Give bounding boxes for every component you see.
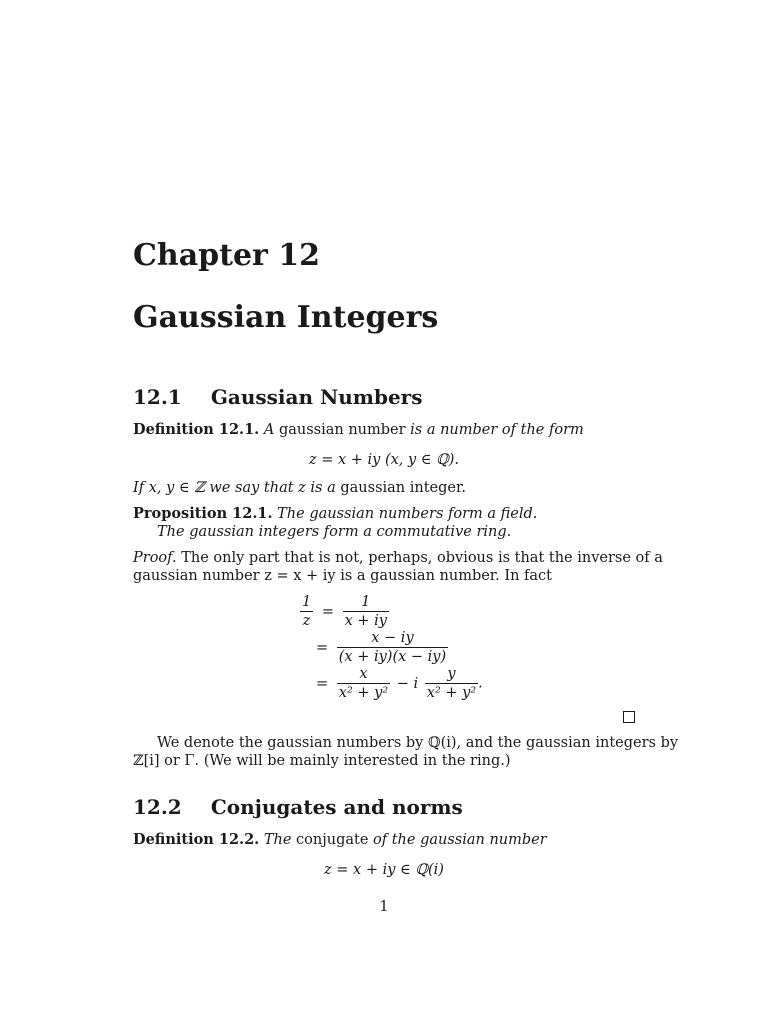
numerator: y [425,665,478,684]
numerator: x − iy [337,629,448,648]
proposition-12-1 [133,505,537,523]
proposition-text: The gaussian integers form a commutative ring. [157,524,512,540]
defined-term: gaussian number [278,422,406,438]
definition-12-1 [133,421,584,439]
proposition-text: The gaussian numbers form a field. [277,506,538,522]
section-title: Conjugates and norms [210,795,463,819]
definition-text: If x, y ∈ ℤ we say that z is a [133,480,336,496]
definition-text: The [263,832,292,848]
section-number: 12.2 [133,795,182,819]
equals-sign: = [316,675,329,692]
definition-text: A [263,422,275,438]
denominator: x + iy [344,613,387,629]
proof-label: Proof. [133,550,177,566]
defined-term: conjugate [296,832,369,848]
fraction [337,665,390,702]
proof-line-1 [133,549,663,567]
fraction [425,665,478,702]
definition-line-3 [133,479,466,497]
derivation-row-3: = $\frac{x}{\text{x² + y²}}$ − i $\frac{y}{\text{x² + y²}}$ . [316,666,483,701]
defined-term: gaussian integer. [340,480,466,496]
definition-text: is a number of the form [410,422,584,438]
definition-12-2 [133,831,547,849]
derivation-row-1 [300,593,389,630]
fraction [337,629,448,666]
formula-gaussian-number: z = x + iy (x, y ∈ ℚ). [308,452,460,468]
chapter-label: Chapter 12 [133,238,321,273]
qed-square-icon [623,711,635,723]
denominator: (x + iy)(x − iy) [338,649,447,665]
paragraph-line-1: We denote the gaussian numbers by ℚ(i), and the gaussian integers by [157,735,679,751]
section-heading-1 [133,385,422,409]
derivation-row-2 [316,629,448,666]
denominator: x² + y² [426,685,477,701]
denominator: x² + y² [338,685,389,701]
proposition-label: Proposition 12.1. [133,505,273,522]
definition-label: Definition 12.2. [133,831,260,848]
fraction [343,593,389,630]
paragraph-line-2: ℤ[i] or Γ. (We will be mainly interested in the ring.) [133,753,511,769]
section-number: 12.1 [133,385,182,409]
equals-sign: = [321,603,334,620]
minus-i: − i [396,675,419,692]
numerator: 1 [302,594,312,610]
denominator: z [302,613,311,629]
section-title: Gaussian Numbers [210,385,423,409]
proof-line-2: gaussian number z = x + iy is a gaussian number. In fact [133,568,552,584]
chapter-title: Gaussian Integers [133,300,439,335]
numerator: x [337,665,390,684]
numerator: 1 [343,593,389,612]
definition-label: Definition 12.1. [133,421,260,438]
page-number: 1 [379,899,389,915]
section-heading-2 [133,795,463,819]
proof-text: The only part that is not, perhaps, obvious is that the inverse of a [181,550,663,566]
equals-sign: = [316,639,329,656]
definition-text: of the gaussian number [373,832,547,848]
formula-conjugate: z = x + iy ∈ ℚ(i) [324,862,444,878]
fraction [300,593,313,630]
